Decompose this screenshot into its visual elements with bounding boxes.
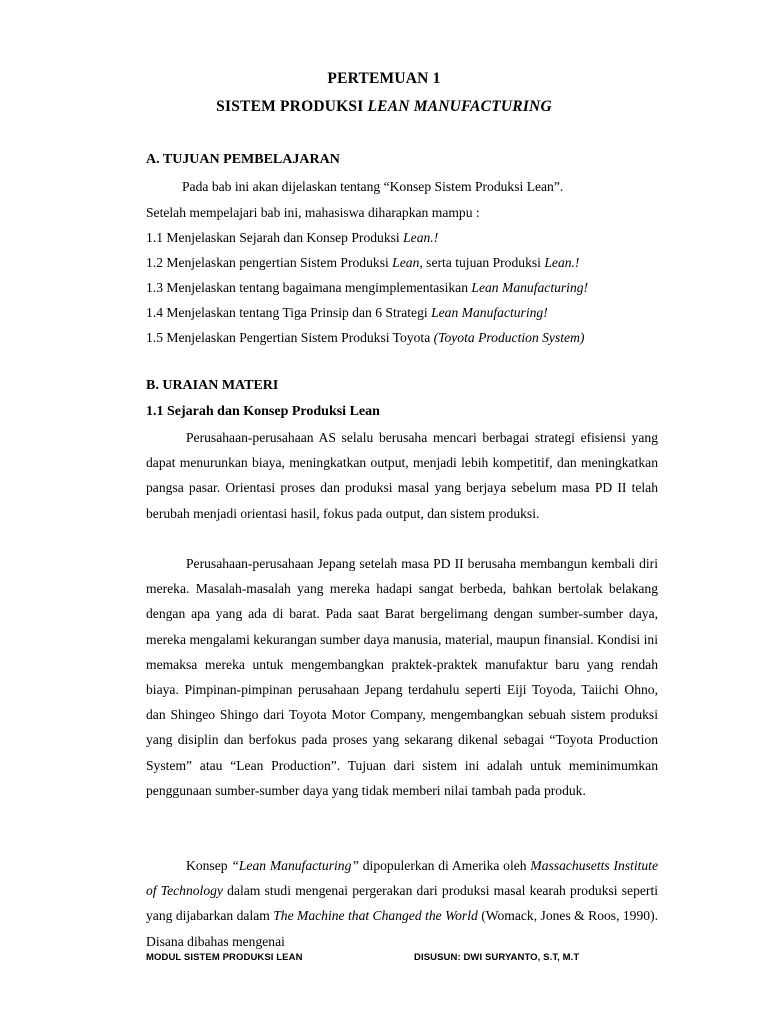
objective-italic: Lean,: [392, 255, 423, 270]
body-paragraph-2: Perusahaan-perusahaan Jepang setelah masa PD II berusaha membangun kembali diri mereka. Masalah-masalah yang mereka hadapi sangat berbeda, bahkan bertolak belakang dengan apa yang ada di barat. Pada saat Barat bergelimang dengan sumber-sumber daya, mereka mengalami kekurangan sumber daya manusia, material, maupun finansial. Kondisi ini memaksa mereka untuk mengembangkan praktek-praktek manufaktur baru yang rendah biaya. Pimpinan-pimpinan perusahaan Jepang terdahulu seperti Eiji Toyoda, Taiichi Ohno, dan Shingeo Shingo dari Toyota Motor Company, mengembangkan sebuah sistem produksi yang disiplin dan berfokus pada proses yang sekarang dikenal sebagai “Toyota Production System” atau “Lean Production”. Tujuan dari sistem ini adalah untuk meminimumkan penggunaan sumber-sumber daya yang tidak memberi nilai tambah pada produk.: [146, 556, 658, 798]
body-paragraph-3: [146, 853, 658, 954]
objective-item: [146, 330, 584, 346]
objective-italic: Lean Manufacturing!: [431, 305, 548, 320]
objective-italic: Lean.!: [544, 255, 580, 270]
paragraph-italic: The Machine that Changed the World: [273, 908, 478, 924]
subtitle-italic: LEAN MANUFACTURING: [367, 98, 552, 115]
paragraph-text: Konsep: [186, 858, 232, 873]
objective-text: 1.1 Menjelaskan Sejarah dan Konsep Produksi: [146, 230, 404, 245]
paragraph-text: dalam studi mengenai pergerakan dari produksi masal kearah produksi seperti yang dijabarkan dalam: [146, 883, 658, 924]
objective-item: [146, 255, 579, 271]
objective-text: 1.3 Menjelaskan tentang bagaimana mengimplementasikan: [146, 280, 472, 295]
objective-italic: Lean Manufacturing!: [471, 280, 589, 295]
paragraph-italic: Massachusetts Institute of Technology: [146, 858, 658, 899]
section-a-intro: Pada bab ini akan dijelaskan tentang “Konsep Sistem Produksi Lean”.: [182, 179, 564, 194]
section-b-subheading: 1.1 Sejarah dan Konsep Produksi Lean: [146, 404, 380, 419]
objective-item: [146, 305, 548, 321]
paragraph-italic: “Lean Manufacturing”: [231, 858, 359, 873]
footer-left: MODUL SISTEM PRODUKSI LEAN: [146, 952, 303, 963]
paragraph-text: dipopulerkan di Amerika oleh: [358, 858, 531, 873]
objective-italic: (Toyota Production System): [433, 330, 585, 345]
section-a-heading: A. TUJUAN PEMBELAJARAN: [146, 152, 340, 167]
objective-text: 1.5 Menjelaskan Pengertian Sistem Produksi Toyota: [146, 330, 434, 345]
objective-item: [146, 230, 438, 246]
objective-text: 1.4 Menjelaskan tentang Tiga Prinsip dan 6 Strategi: [146, 305, 432, 320]
section-b-heading: B. URAIAN MATERI: [146, 378, 279, 393]
objective-text: serta tujuan Produksi: [422, 255, 545, 270]
paragraph-text: (Womack, Jones & Roos, 1990). Disana dibahas mengenai: [146, 908, 658, 949]
objective-text: 1.2 Menjelaskan pengertian Sistem Produksi: [146, 255, 393, 270]
objective-item: [146, 280, 588, 296]
body-paragraph-1: Perusahaan-perusahaan AS selalu berusaha mencari berbagai strategi efisiensi yang dapat menurunkan biaya, meningkatkan output, menjadi lebih kompetitif, dan meningkatkan pangsa pasar. Orientasi proses dan produksi masal yang berjaya sebelum masa PD II telah berubah menjadi orientasi hasil, fokus pada output, dan sistem produksi.: [146, 430, 658, 521]
subtitle-prefix: SISTEM PRODUKSI: [216, 98, 368, 115]
page-title: PERTEMUAN 1: [327, 70, 441, 87]
section-a-lead: Setelah mempelajari bab ini, mahasiswa diharapkan mampu :: [146, 205, 480, 220]
objective-italic: Lean.!: [403, 230, 439, 245]
page-subtitle: [0, 98, 768, 116]
footer-right: DISUSUN: DWI SURYANTO, S.T, M.T: [414, 952, 580, 963]
